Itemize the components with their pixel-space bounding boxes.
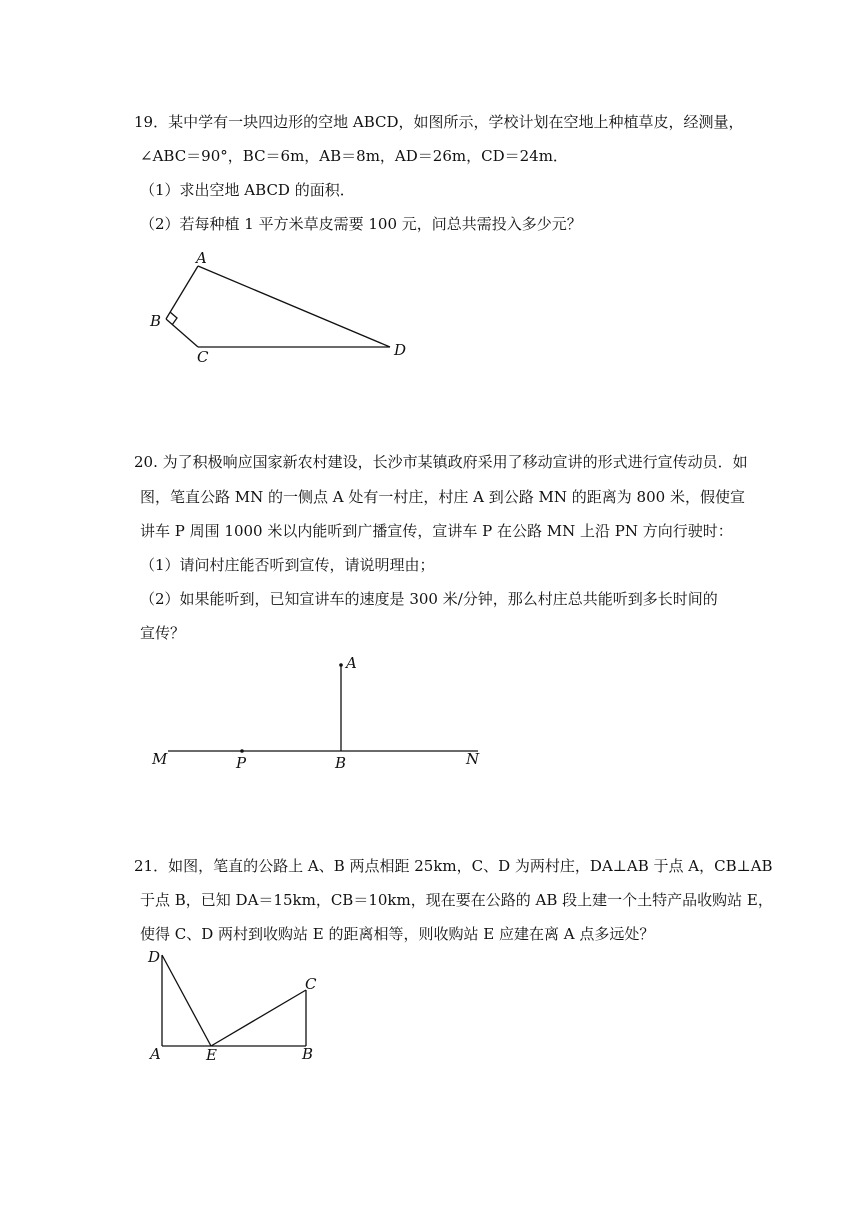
q21-label-b: B [302,1045,314,1063]
q19-line-3: （1）求出空地 ABCD 的面积． [140,181,355,199]
q20-label-a: A [346,654,357,672]
q20-label-b: B [335,754,347,772]
q19-label-a: A [196,249,207,267]
q21-label-a: A [150,1045,161,1063]
q19-line-1: 19．某中学有一块四边形的空地 ABCD，如图所示，学校计划在空地上种植草皮，经测量， [134,113,744,131]
q20-label-m: M [152,750,168,768]
q20-line-6: 宣传？ [140,624,186,642]
q20-label-n: N [466,750,480,768]
q21-segment-de [162,955,211,1046]
q20-line-5: （2）如果能听到，已知宣讲车的速度是 300 米/分钟，那么村庄总共能听到多长时间的 [140,590,718,608]
q19-line-4: （2）若每种植 1 平方米草皮需要 100 元，问总共需投入多少元？ [140,215,582,233]
q19-label-b: B [150,312,162,330]
q21-label-d: D [148,948,161,966]
q20-line-2: 图，笔直公路 MN 的一侧点 A 处有一村庄，村庄 A 到公路 MN 的距离为 800 米，假使宣 [140,488,745,506]
q21-label-e: E [206,1046,217,1064]
q19-label-d: D [394,341,407,359]
q21-label-c: C [305,975,317,993]
q20-line-3: 讲车 P 周围 1000 米以内能听到广播宣传，宣讲车 P 在公路 MN 上沿 PN 方向行驶时： [140,522,733,540]
q20-label-p: P [236,754,247,772]
q21-line-1: 21．如图，笔直的公路上 A、B 两点相距 25km，C、D 为两村庄，DA⊥AB 于点 A，CB⊥AB [134,857,773,875]
q20-line-1: 20. 为了积极响应国家新农村建设，长沙市某镇政府采用了移动宣讲的形式进行宣传动员．如 [134,453,748,471]
q21-line-2: 于点 B，已知 DA＝15km，CB＝10km，现在要在公路的 AB 段上建一个土特产品收购站 E， [140,891,773,909]
q19-line-2: ∠ABC＝90°，BC＝6m，AB＝8m，AD＝26m，CD＝24m． [140,147,568,165]
q20-line-4: （1）请问村庄能否听到宣传，请说明理由； [140,556,435,574]
q21-line-3: 使得 C、D 两村到收购站 E 的距离相等，则收购站 E 应建在离 A 点多远处？ [140,925,655,943]
q21-segment-ec [211,990,306,1046]
q19-label-c: C [197,348,209,366]
